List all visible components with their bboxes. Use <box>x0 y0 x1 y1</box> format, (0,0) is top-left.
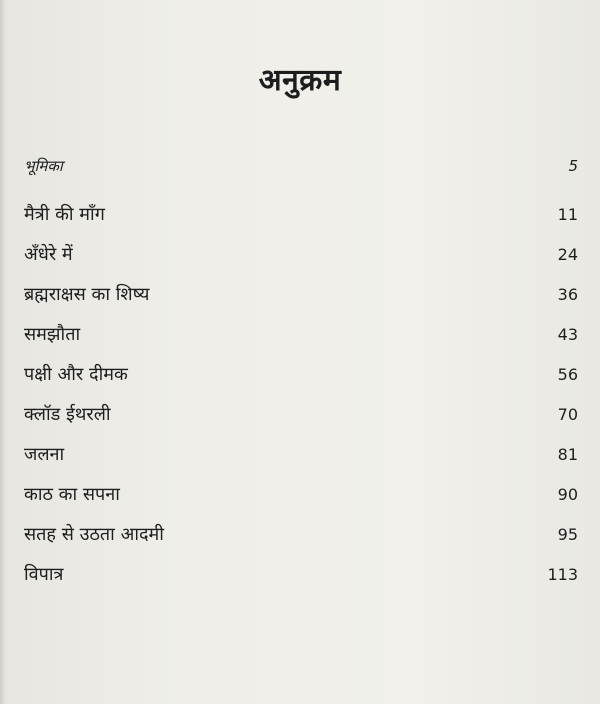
toc-entry-page: 95 <box>557 525 578 544</box>
toc-entry-page: 24 <box>557 245 578 264</box>
toc-entry-title: काठ का सपना <box>24 484 120 505</box>
toc-entry-page: 90 <box>557 485 578 504</box>
toc-entry <box>24 202 578 242</box>
toc-entry <box>24 362 578 402</box>
toc-entry-title: मैत्री की माँग <box>24 204 105 225</box>
toc-entry-page: 36 <box>557 285 578 304</box>
toc-entry-preface <box>24 156 578 202</box>
toc-entry <box>24 482 578 522</box>
toc-entry-title: सतह से उठता आदमी <box>24 524 164 545</box>
toc-entry <box>24 562 578 602</box>
toc-entry-title: ब्रह्मराक्षस का शिष्य <box>24 284 150 305</box>
toc-entry <box>24 322 578 362</box>
toc-entry-page: 43 <box>557 325 578 344</box>
toc-entry-title: विपात्र <box>24 564 64 585</box>
toc-entry-page: 113 <box>547 565 578 584</box>
toc-entry <box>24 242 578 282</box>
toc-entry-title: समझौता <box>24 324 81 345</box>
page-title: अनुक्रम <box>258 63 342 98</box>
toc-entry-page: 11 <box>557 205 578 224</box>
toc-entry-title: अँधेरे में <box>24 244 73 265</box>
toc-entry <box>24 282 578 322</box>
table-of-contents <box>24 156 578 602</box>
toc-entry-page: 70 <box>557 405 578 424</box>
toc-entry-title: जलना <box>24 444 65 465</box>
toc-entry-title: भूमिका <box>24 157 63 175</box>
page-edge-shadow <box>0 0 6 704</box>
toc-entry-page: 81 <box>557 445 578 464</box>
toc-entry <box>24 402 578 442</box>
toc-entry <box>24 522 578 562</box>
toc-entry-title: पक्षी और दीमक <box>24 364 128 385</box>
toc-entry-page: 5 <box>568 157 578 175</box>
toc-entry-title: क्लॉड ईथरली <box>24 404 111 425</box>
toc-entry-page: 56 <box>557 365 578 384</box>
toc-entry <box>24 442 578 482</box>
